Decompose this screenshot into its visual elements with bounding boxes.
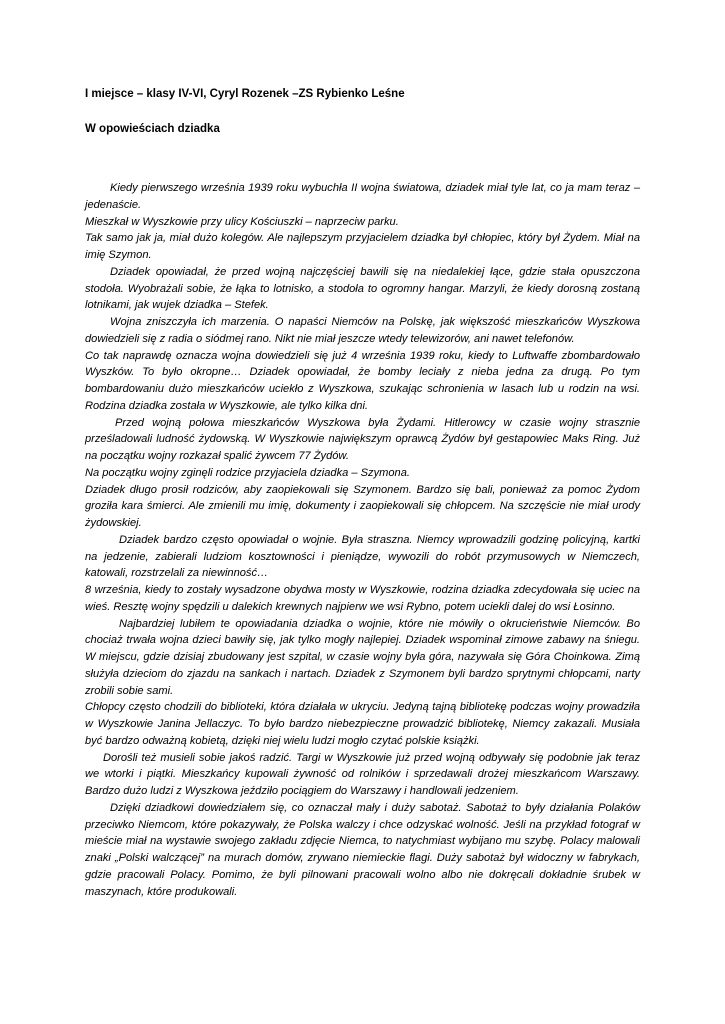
paragraph: Dziadek opowiadał, że przed wojną najczęściej bawili się na niedalekiej łące, gdzie stała opuszczona stodoła. Wyobrażali sobie, że łąka to lotnisko, a stodoła to ogromny hangar. Marzyli, że kiedy dorosną zostaną lotnikami, jak wujek dziadka – Stefek. — [85, 265, 640, 312]
paragraph: Przed wojną połowa mieszkańców Wyszkowa była Żydami. Hitlerowcy w czasie wojny strasznie prześladowali ludność żydowską. W Wyszkowie największym oprawcą Żydów był gestapowiec Maks Ring. Już na początku wojny rozkazał spalić żywcem 77 Żydów. — [85, 416, 640, 462]
paragraph: Kiedy pierwszego września 1939 roku wybuchła II wojna światowa, dziadek miał tyle lat, co ja mam teraz – jedenaście. — [85, 182, 640, 211]
paragraph: Co tak naprawdę oznacza wojna dowiedzieli się już 4 września 1939 roku, kiedy to Luftwaffe zbombardowało Wyszków. To było okropne… Dziadek opowiadał, że bomby leciały z nieba jedna za drugą. Po tym bombardowaniu dużo mieszkańców uciekło z Wyszkowa, szukając schronienia w lasach lub u rodzin na wsi. Rodzina dziadka została w Wyszkowie, ale tylko kilka dni. — [85, 349, 640, 412]
paragraph: 8 września, kiedy to zostały wysadzone obydwa mosty w Wyszkowie, rodzina dziadka zdecydowała się uciec na wieś. Resztę wojny spędzili u dalekich krewnych najpierw we wsi Rybno, potem uciekli dalej do wsi Łosinno. — [85, 584, 640, 613]
story-body — [85, 180, 640, 900]
paragraph: Mieszkał w Wyszkowie przy ulicy Kościuszki – naprzeciw parku. — [85, 215, 399, 228]
paragraph: Najbardziej lubiłem te opowiadania dziadka o wojnie, które nie mówiły o okrucieństwie Niemców. Bo chociaż trwała wojna dzieci bawiły się, jak tylko mogły najlepiej. Dziadek wspominał zimowe zabawy na śniegu. W miejscu, gdzie dzisiaj zbudowany jest szpital, w czasie wojny była góra, nazywała się Góra Choinkowa. Zimą służyła dzieciom do zjazdu na sankach i nartach. Dziadek z Szymonem byli bardzo sprytnymi chłopcami, narty zrobili sobie sami. — [85, 617, 640, 697]
paragraph: Dorośli też musieli sobie jakoś radzić. Targi w Wyszkowie już przed wojną odbywały się podobnie jak teraz we wtorki i piątki. Mieszkańcy kupowali żywność od rolników i sprzedawali drożej mieszkańcom Warszawy. Bardzo dużo ludzi z Wyszkowa jeździło pociągiem do Warszawy i handlowali jedzeniem. — [85, 751, 640, 797]
paragraph: Dziadek długo prosił rodziców, aby zaopiekowali się Szymonem. Bardzo się bali, ponieważ za pomoc Żydom groziła kara śmierci. Ale zmienili mu imię, dokumenty i zaopiekowali się chłopcem. Na szczęście nie miał urody żydowskiej. — [85, 483, 640, 529]
paragraph: Dzięki dziadkowi dowiedziałem się, co oznaczał mały i duży sabotaż. Sabotaż to były działania Polaków przeciwko Niemcom, które pokazywały, że Polska walczy i chce odzyskać wolność. Jeśli na przykład fotograf w mieście miał na wystawie swojego zakładu zdjęcie Niemca, to natychmiast wybijano mu szybę. Polacy malowali znaki „Polski walczącej” na murach domów, zrywano niemieckie flagi. Duży sabotaż był widoczny w fabrykach, gdzie pracowali Polacy. Pomimo, że byli pilnowani pracowali wolno albo nie dokręcali dokładnie śrubek w maszynach, które produkowali. — [85, 801, 640, 898]
paragraph: Wojna zniszczyła ich marzenia. O napaści Niemców na Polskę, jak większość mieszkańców Wyszkowa dowiedzieli się z radia o siódmej rano. Nikt nie miał jeszcze wtedy telewizorów, ani nawet telefonów. — [85, 316, 640, 345]
paragraph: Na początku wojny zginęli rodzice przyjaciela dziadka – Szymona. — [85, 466, 410, 479]
paragraph: Chłopcy często chodzili do biblioteki, która działała w ukryciu. Jedyną tajną bibliotekę podczas wojny prowadziła w Wyszkowie Janina Jellaczyc. To było bardzo niebezpieczne prowadzić bibliotekę, Niemcy zakazali. Musiała być bardzo odważną kobietą, dzięki niej wielu ludzi mogło czytać polskie książki. — [85, 701, 640, 747]
story-title: W opowieściach dziadka — [85, 123, 220, 135]
paragraph: Tak samo jak ja, miał dużo kolegów. Ale najlepszym przyjacielem dziadka był chłopiec, który był Żydem. Miał na imię Szymon. — [85, 232, 640, 261]
award-heading: I miejsce – klasy IV-VI, Cyryl Rozenek –ZS Rybienko Leśne — [85, 88, 405, 100]
paragraph: Dziadek bardzo często opowiadał o wojnie. Była straszna. Niemcy wprowadzili godzinę policyjną, kartki na jedzenie, zabierali ludziom kosztowności i pieniądze, wywozili do robót przymusowych w Niemczech, katowali, rozstrzelali za niewinność… — [85, 533, 640, 580]
